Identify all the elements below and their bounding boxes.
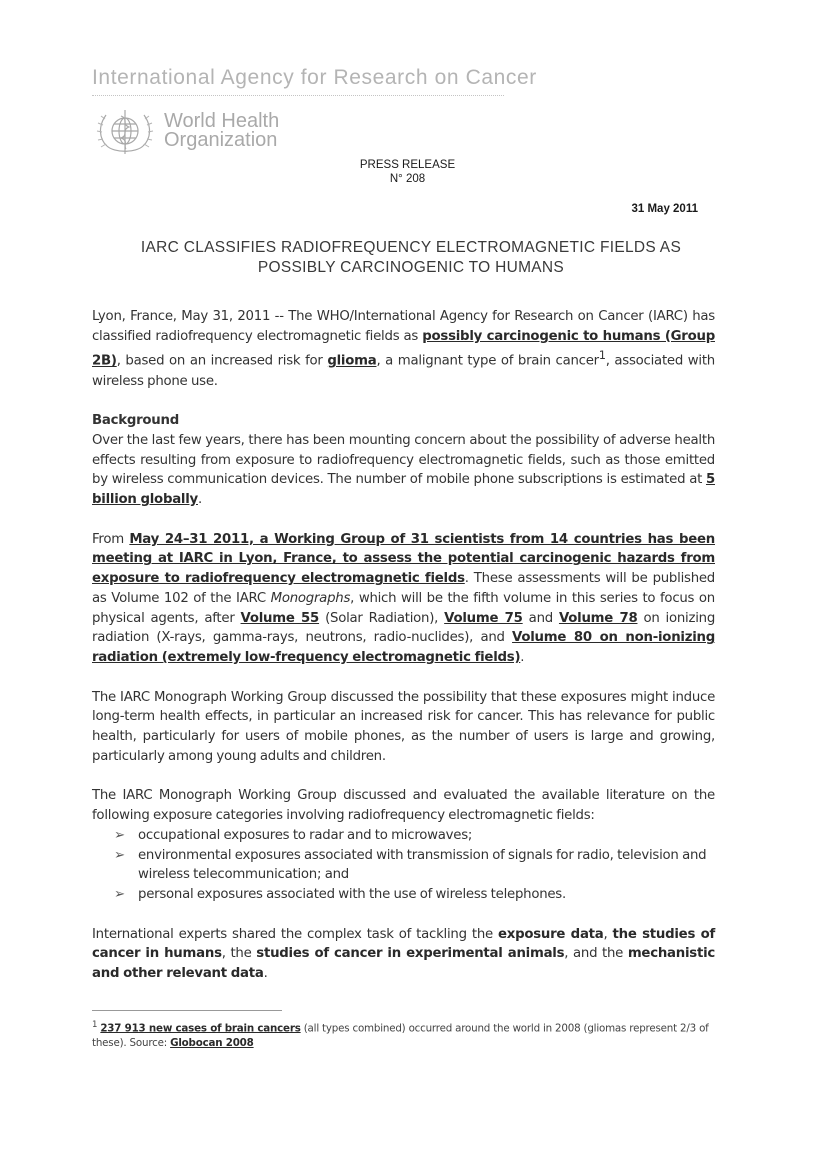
intro-paragraph: Lyon, France, May 31, 2011 -- The WHO/International Agency for Research on Cancer (IARC) has classified radiofrequency electromagnetic fields as possibly carcinogenic to humans (Group 2B), based on an increased risk for glioma, a malignant type of brain cancer$^1$, associated with wireless phone use. (92, 309, 715, 389)
glioma-link[interactable]: glioma (327, 353, 377, 369)
list-item: ➢ personal exposures associated with the use of wireless telephones. (114, 885, 715, 905)
working-group-paragraph: From May 24–31 2011, a Working Group of 31 scientists from 14 countries has been meeting at IARC in Lyon, France, to assess the potential carcinogenic hazards from exposure to radiofrequency electromagnetic fields. These assessments will be published as Volume 102 of the IARC Monographs, which will be the fifth volume in this series to focus on physical agents, after Volume 55 (Solar Radiation), Volume 75 and Volume 78 on ionizing radiation (X-rays, gamma-rays, neutrons, radio-nuclides), and Volume 80 on non-ionizing radiation (extremely low-frequency electromagnetic fields). (92, 531, 716, 665)
animal-studies-term: studies of cancer in experimental animals (256, 946, 565, 962)
press-release-text: PRESS RELEASE (359, 159, 456, 171)
background-paragraph: Over the last few years, there has been mounting concern about the possibility of adverse health effects resulting from exposure to radiofrequency electromagnetic fields, such as those emitted by wireless communication devices. The number of mobile phone subscriptions is estimated at 5 billion globally. (92, 432, 715, 508)
subscriptions-link[interactable]: 5 billion globally (92, 472, 715, 508)
footnote-marker: 1 (92, 1020, 98, 1030)
title-line-1: IARC CLASSIFIES RADIOFREQUENCY ELECTROMAGNETIC FIELDS AS (140, 239, 682, 256)
volume-55-link[interactable]: Volume 55 (240, 610, 320, 626)
volume-78-link[interactable]: Volume 78 (558, 610, 638, 626)
who-name-line2: Organization (164, 129, 278, 151)
header-dotted-rule (92, 95, 504, 96)
human-studies-term: the studies of cancer in humans (92, 926, 715, 962)
background-heading: Background (92, 413, 179, 429)
press-release-label (340, 158, 475, 186)
agency-name: International Agency for Research on Cancer (92, 66, 537, 89)
footnote-divider (92, 1010, 282, 1011)
title-line-2: POSSIBLY CARCINOGENIC TO HUMANS (257, 259, 565, 276)
working-group-link[interactable]: May 24–31 2011, a Working Group of 31 scientists from 14 countries has been meeting at IARC in Lyon, France, to assess the potential carcinogenic hazards from exposure to radiofrequency electromagnetic fields (92, 531, 715, 587)
volume-80-link[interactable]: Volume 80 on non-ionizing radiation (extremely low-frequency electromagnetic fields) (92, 630, 715, 665)
who-name-line1: World Health (164, 110, 280, 132)
experts-paragraph: International experts shared the complex task of tackling the exposure data, the studies of cancer in humans, the studies of cancer in experimental animals, and the mechanistic and other relevant data. (92, 926, 716, 982)
mechanistic-data-term: mechanistic and other relevant data (92, 946, 716, 982)
globocan-link[interactable]: Globocan 2008 (170, 1037, 254, 1050)
arrow-bullet-icon: ➢ (114, 827, 125, 843)
press-release-number: N° 208 (389, 173, 426, 185)
group-2b-link[interactable]: possibly carcinogenic to humans (Group 2B) (92, 328, 715, 369)
discussion-paragraph: The IARC Monograph Working Group discussed the possibility that these exposures might induce long-term health effects, in particular an increased risk for cancer. This has relevance for public health, particularly for users of mobile phones, as the number of users is large and growing, particularly among young adults and children. (92, 689, 715, 764)
exposure-data-term: exposure data (498, 926, 604, 942)
press-release-date: 31 May 2011 (631, 203, 698, 215)
list-item: ➢ occupational exposures to radar and to microwaves; (114, 826, 715, 846)
exposure-category-list (114, 826, 715, 905)
volume-75-link[interactable]: Volume 75 (444, 610, 523, 626)
arrow-bullet-icon: ➢ (114, 847, 125, 863)
who-emblem-icon (92, 106, 158, 158)
page-title (96, 238, 726, 278)
who-name (164, 112, 279, 150)
evaluation-paragraph: The IARC Monograph Working Group discussed and evaluated the available literature on the following exposure categories involving radiofrequency electromagnetic fields: (92, 788, 715, 824)
footnote-ref: 1 (598, 349, 606, 363)
article-body (92, 307, 715, 1004)
list-item: ➢ environmental exposures associated with transmission of signals for radio, television and wireless telecommunication; and (114, 847, 707, 883)
arrow-bullet-icon: ➢ (114, 887, 125, 902)
brain-cancer-cases-link[interactable]: 237 913 new cases of brain cancers (100, 1022, 301, 1035)
footnote: $^1$ 237 913 new cases of brain cancers (all types combined) occurred around the world in 2008 (gliomas represent 2/3 of these). Source: Globocan 2008 (92, 1020, 709, 1050)
